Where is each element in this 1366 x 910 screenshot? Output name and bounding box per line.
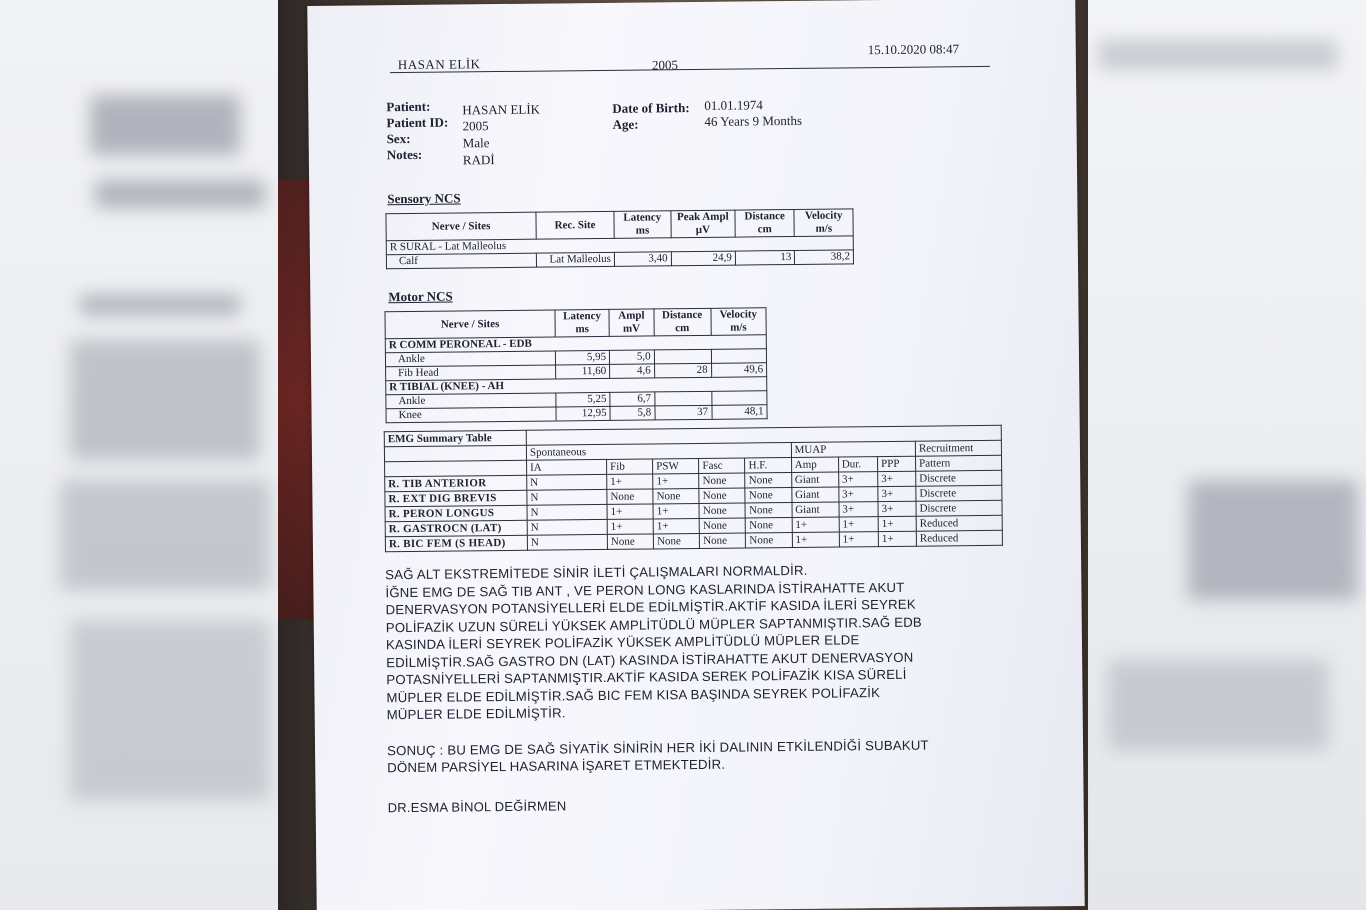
notes-label: Notes:	[386, 146, 423, 163]
emg-ppp: 1+	[878, 531, 916, 546]
motor-header-ampl: Ampl mV	[609, 309, 654, 336]
report-header	[376, 29, 1016, 76]
motor-site: Ankle	[385, 351, 555, 367]
header-datetime: 15.10.2020 08:47	[867, 41, 960, 58]
findings-line: EDİLMİŞTİR.SAĞ GASTRO DN (LAT) KASINDA İSTİRAHATTE AKUT DENERVASYON	[386, 649, 914, 670]
emg-fib: None	[607, 489, 653, 504]
emg-header-ppp: PPP	[878, 456, 916, 471]
emg-ia: N	[527, 474, 607, 490]
motor-group-name: R COMM PERONEAL - EDB	[385, 335, 766, 353]
emg-header-muap: MUAP	[791, 441, 916, 457]
header-patient-name: HASAN ELİK	[397, 56, 481, 73]
sex-label: Sex:	[386, 130, 411, 147]
table-row	[386, 405, 767, 423]
emg-pattern: Reduced	[916, 515, 1002, 531]
emg-fasc: None	[699, 473, 745, 488]
emg-header-fib: Fib	[607, 459, 653, 474]
dob-value: 01.01.1974	[704, 97, 763, 113]
report-content	[376, 29, 1024, 817]
sensory-header-distance: Distance cm	[735, 209, 795, 237]
dob-label: Date of Birth:	[612, 100, 690, 116]
blurred-background-left	[0, 0, 278, 910]
motor-header-row	[385, 308, 766, 339]
emg-summary-table	[384, 425, 1003, 552]
motor-group-name: R TIBIAL (KNEE) - AH	[386, 377, 767, 395]
emg-pattern: Discrete	[916, 470, 1002, 486]
motor-ncs-table	[384, 307, 767, 423]
sensory-header-peak-ampl: Peak Ampl µV	[671, 210, 735, 238]
emg-header-ia: IA	[527, 459, 607, 475]
motor-site: Knee	[386, 407, 556, 423]
emg-muscle: R. GASTROCN (LAT)	[385, 520, 527, 536]
motor-ncs-title: Motor NCS	[388, 288, 453, 305]
findings-line: DENERVASYON POTANSİYELLERİ ELDE EDİLMİŞTİR.AKTİF KASIDA İLERİ SEYREK	[385, 596, 916, 618]
motor-header-nerve: Nerve / Sites	[385, 310, 555, 339]
emg-hf: None	[746, 518, 792, 533]
motor-latency: 5,95	[555, 350, 609, 365]
motor-latency: 5,25	[556, 392, 610, 407]
emg-ppp: 3+	[878, 471, 916, 486]
emg-hf: None	[745, 488, 791, 503]
emg-group-spacer	[384, 445, 526, 461]
patient-label: Patient:	[386, 98, 431, 115]
conclusion-text	[387, 735, 1007, 776]
motor-site: Ankle	[386, 393, 556, 409]
emg-dur: 1+	[839, 532, 878, 547]
emg-dur: 3+	[838, 472, 877, 487]
emg-header-psw: PSW	[653, 458, 699, 473]
motor-ampl: 5,8	[610, 406, 655, 420]
age-value: 46 Years 9 Months	[704, 112, 803, 129]
findings-line: İĞNE EMG DE SAĞ TIB ANT , VE PERON LONG KASLARINDA İSTİRAHATTE AKUT	[385, 579, 905, 600]
emg-header-fasc: Fasc	[699, 458, 745, 473]
sensory-velocity: 38,2	[795, 250, 854, 265]
emg-fib: 1+	[607, 519, 653, 534]
emg-ppp: 1+	[878, 516, 916, 531]
motor-velocity: 48,1	[712, 405, 768, 420]
motor-velocity	[711, 349, 767, 364]
emg-muscle: R. TIB ANTERIOR	[385, 475, 527, 491]
emg-header-hf: H.F.	[745, 458, 791, 473]
sensory-peak-ampl: 24,9	[671, 251, 735, 266]
emg-header-recruitment: Recruitment	[915, 440, 1001, 456]
findings-line: POTASNİYELLERİ SAPTANMIŞTIR.AKTİF KASIDA SEREK POLİFAZİK KISA SÜRELİ	[386, 666, 907, 688]
motor-site: Fib Head	[386, 365, 556, 381]
age-label: Age:	[612, 116, 639, 132]
patient-id-label: Patient ID:	[386, 114, 449, 131]
motor-ampl: 6,7	[610, 392, 655, 406]
emg-header-pattern: Pattern	[916, 455, 1002, 471]
sensory-distance: 13	[735, 250, 795, 265]
emg-dur: 1+	[839, 517, 878, 532]
findings-line: MÜPLER ELDE EDİLMİŞTİR.	[386, 705, 566, 723]
motor-distance	[654, 391, 711, 406]
emg-psw: 1+	[653, 473, 699, 488]
motor-velocity	[711, 391, 767, 406]
sensory-site: Calf	[386, 253, 536, 269]
sensory-ncs-title: Sensory NCS	[387, 190, 461, 207]
emg-amp: 1+	[792, 532, 839, 547]
emg-amp: Giant	[792, 502, 839, 517]
sensory-latency: 3,40	[614, 252, 671, 267]
patient-id-value: 2005	[462, 118, 489, 134]
emg-fasc: None	[699, 488, 745, 503]
motor-ampl: 4,6	[610, 364, 655, 378]
motor-velocity: 49,6	[711, 363, 767, 378]
emg-psw: None	[653, 533, 699, 548]
notes-value: RADİ	[462, 152, 495, 168]
patient-info	[376, 93, 1017, 192]
emg-fasc: None	[699, 518, 745, 533]
emg-muscle: R. BIC FEM (S HEAD)	[385, 535, 527, 551]
emg-hf: None	[745, 503, 791, 518]
sensory-header-velocity: Velocity m/s	[794, 209, 853, 237]
sensory-group-name: R SURAL - Lat Malleolus	[386, 236, 853, 255]
doctor-signature: DR.ESMA BİNOL DEĞİRMEN	[387, 797, 567, 815]
emg-hf: None	[745, 473, 791, 488]
emg-psw: None	[653, 488, 699, 503]
emg-fasc: None	[700, 533, 746, 548]
emg-ia: N	[527, 519, 607, 535]
motor-header-velocity: Velocity m/s	[711, 308, 767, 336]
findings-line: SAĞ ALT EKSTREMİTEDE SİNİR İLETİ ÇALIŞMALARI NORMALDİR.	[385, 562, 808, 583]
emg-muscle: R. PERON LONGUS	[385, 505, 527, 521]
motor-ampl: 5,0	[609, 350, 654, 364]
emg-header-spontaneous: Spontaneous	[526, 443, 791, 461]
header-patient-id: 2005	[651, 57, 678, 73]
motor-latency: 12,95	[556, 406, 610, 421]
sensory-header-nerve: Nerve / Sites	[386, 212, 536, 241]
emg-amp: Giant	[791, 472, 838, 487]
sensory-ncs-table	[385, 208, 854, 269]
emg-pattern: Discrete	[916, 500, 1002, 516]
sensory-header-latency: Latency ms	[614, 211, 671, 239]
emg-fib: None	[607, 534, 653, 549]
emg-amp: 1+	[792, 517, 839, 532]
emg-pattern: Reduced	[916, 530, 1002, 546]
sex-value: Male	[462, 135, 490, 151]
emg-ia: N	[527, 489, 607, 505]
motor-distance: 28	[654, 363, 711, 378]
conclusion-line: DÖNEM PARSİYEL HASARINA İŞARET ETMEKTEDİR.	[387, 756, 726, 776]
sensory-rec-site: Lat Malleolus	[536, 252, 614, 267]
emg-fib: 1+	[607, 474, 653, 489]
emg-psw: 1+	[653, 503, 699, 518]
sensory-header-rec-site: Rec. Site	[536, 211, 614, 239]
emg-psw: 1+	[653, 518, 699, 533]
emg-subheader-spacer	[385, 460, 527, 476]
emg-ia: N	[527, 534, 607, 550]
emg-pattern: Discrete	[916, 485, 1002, 501]
emg-fib: 1+	[607, 504, 653, 519]
emg-header-dur: Dur.	[838, 457, 877, 472]
emg-ia: N	[527, 504, 607, 520]
findings-line: MÜPLER ELDE EDİLMİŞTİR.SAĞ BIC FEM KISA BAŞINDA SEYREK POLİFAZİK	[386, 684, 881, 705]
emg-dur: 3+	[839, 502, 878, 517]
findings-line: KASINDA İLERİ SEYREK POLİFAZİK YÜKSEK AMPLİTÜDLÜ MÜPLER ELDE	[385, 632, 860, 653]
emg-hf: None	[746, 532, 792, 547]
emg-header-amp: Amp	[791, 457, 838, 472]
emg-report-paper	[307, 0, 1084, 910]
motor-distance: 37	[655, 405, 712, 420]
blurred-background-right	[1088, 0, 1366, 910]
emg-ppp: 3+	[878, 486, 916, 501]
emg-body	[385, 470, 1003, 551]
findings-text	[385, 560, 1008, 816]
motor-distance	[654, 349, 711, 364]
emg-amp: Giant	[791, 487, 838, 502]
conclusion-line: SONUÇ : BU EMG DE SAĞ SİYATİK SİNİRİN HER İKİ DALININ ETKİLENDİĞİ SUBAKUT	[386, 737, 929, 758]
patient-value: HASAN ELİK	[462, 101, 541, 118]
emg-fasc: None	[699, 503, 745, 518]
findings-line: POLİFAZİK UZUN SÜRELİ YÜKSEK AMPLİTÜDLÜ MÜPLER SAPTANMIŞTIR.SAĞ EDB	[385, 614, 922, 635]
emg-ppp: 3+	[878, 501, 916, 516]
motor-latency: 11,60	[556, 364, 610, 379]
emg-table-title: EMG Summary Table	[384, 430, 526, 446]
motor-header-distance: Distance cm	[654, 308, 711, 336]
emg-dur: 3+	[839, 487, 878, 502]
motor-header-latency: Latency ms	[555, 309, 609, 337]
emg-muscle: R. EXT DIG BREVIS	[385, 490, 527, 506]
